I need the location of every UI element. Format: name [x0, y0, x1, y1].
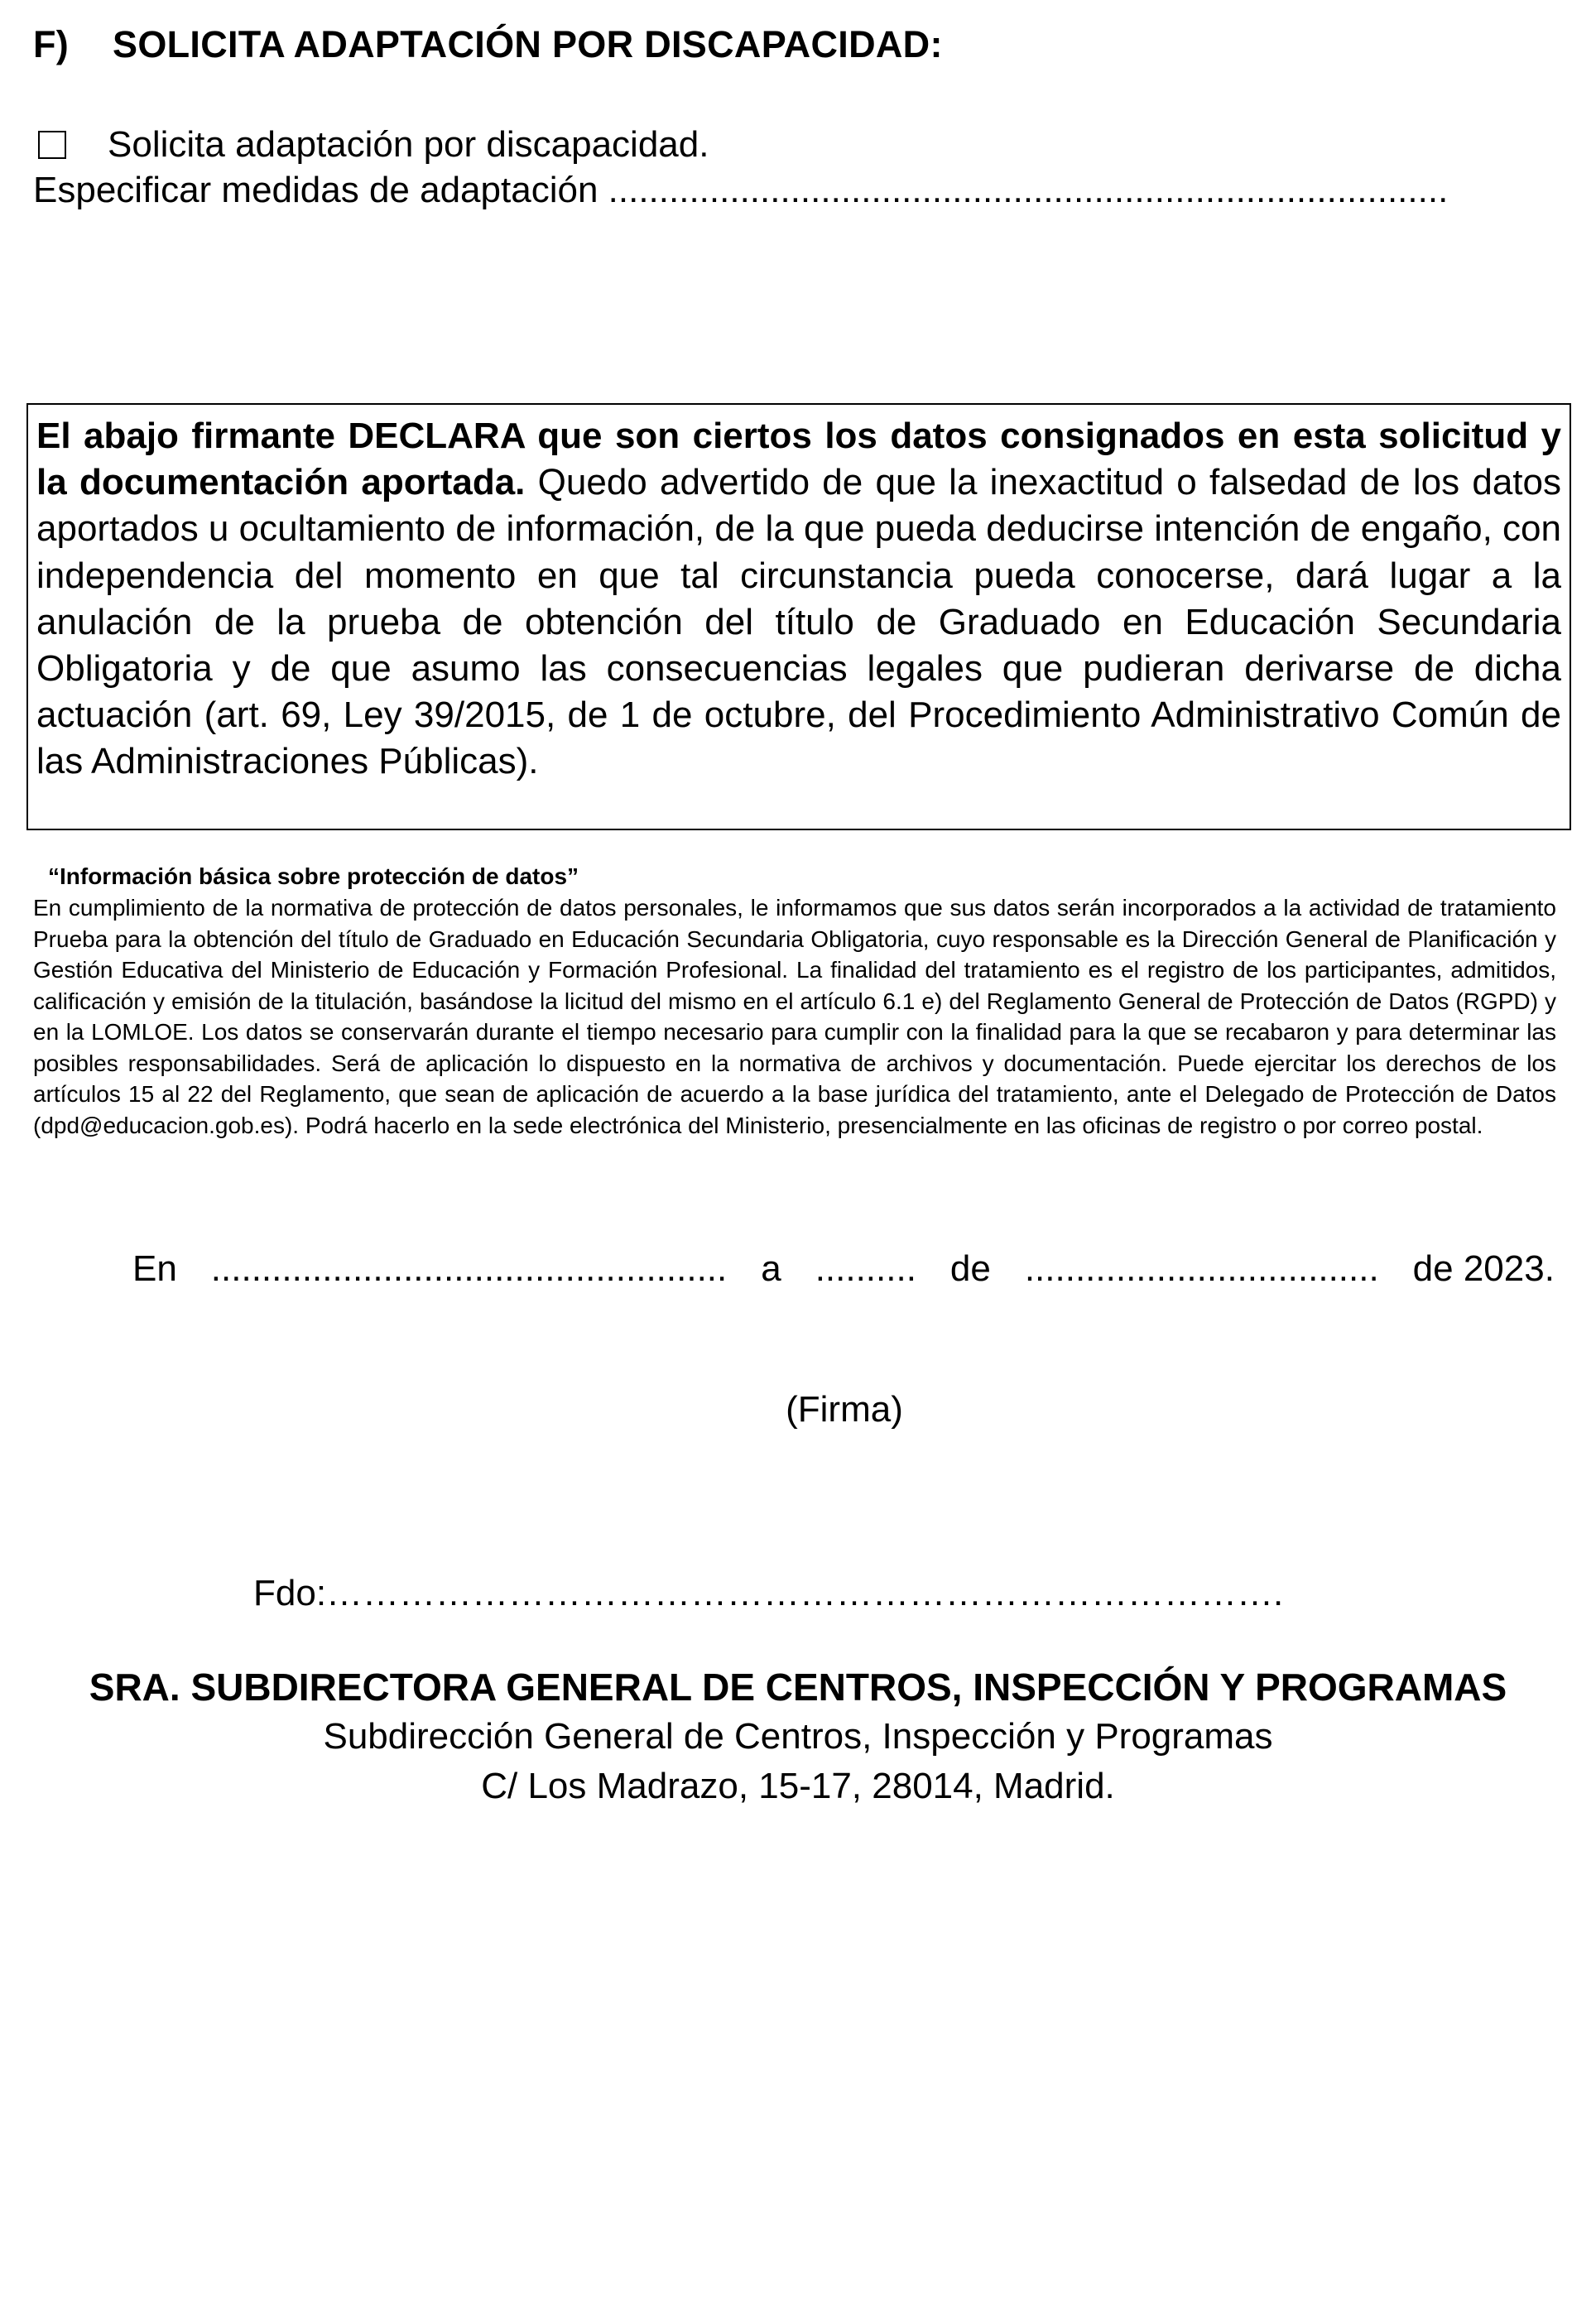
month-field[interactable]: ...................................: [1024, 1248, 1379, 1289]
addressee-title: SRA. SUBDIRECTORA GENERAL DE CENTROS, INSPECCIÓN Y PROGRAMAS: [89, 1666, 1507, 1709]
section-title: SOLICITA ADAPTACIÓN POR DISCAPACIDAD:: [113, 23, 943, 65]
adaptation-measures-label: Especificar medidas de adaptación: [33, 170, 598, 210]
date-en-label: En: [132, 1248, 177, 1289]
section-letter: F): [33, 23, 70, 65]
place-field[interactable]: ...................................................: [210, 1248, 728, 1289]
addressee-department: Subdirección General de Centros, Inspección y Programas: [323, 1716, 1273, 1757]
year-label: de 2023.: [1412, 1248, 1555, 1289]
signed-by-field[interactable]: Fdo:…………………………………………………………………….: [253, 1573, 1284, 1613]
date-a-label: a: [761, 1248, 781, 1289]
addressee-address: C/ Los Madrazo, 15-17, 28014, Madrid.: [481, 1766, 1115, 1806]
disability-checkbox[interactable]: [38, 131, 66, 159]
disability-adaptation-option[interactable]: [33, 124, 709, 166]
privacy-title: “Información básica sobre protección de datos”: [48, 863, 579, 889]
section-f-heading: [33, 23, 943, 66]
date-de-label: de: [949, 1248, 991, 1289]
addressee-block: [0, 1662, 1596, 1811]
declaration-bold-text: El abajo firmante DECLARA que son ciertos los datos consignados en esta solicitud y la documentación aportada.: [36, 416, 1561, 503]
privacy-body: En cumplimiento de la normativa de protección de datos personales, le informamos que sus datos serán incorporados a la actividad de tratamiento Prueba para la obtención del título de Graduado en Educación Secundaria Obligatoria, cuyo responsable es la Dirección General de Planificación y Gestión Educativa del Ministerio de Educación y Formación Profesional. La finalidad del tratamiento es el registro de los participantes, admitidos, calificación y emisión de la titulación, basándose la licitud del mismo en el artículo 6.1 e) del Reglamento General de Protección de Datos (RGPD) y en la LOMLOE. Los datos se conservarán durante el tiempo necesario para cumplir con la finalidad para la que se recabaron y para determinar las posibles responsabilidades. Será de aplicación lo dispuesto en la normativa de archivos y documentación. Puede ejercitar los derechos de los artículos 15 al 22 del Reglamento, que sean de aplicación de acuerdo a la base jurídica del tratamiento, ante el Delegado de Protección de Datos (dpd@educacion.gob.es). Podrá hacerlo en la sede electrónica del Ministerio, presencialmente en las oficinas de registro o por correo postal.: [33, 895, 1556, 1138]
adaptation-measures-field[interactable]: [33, 170, 1448, 211]
declaration-regular-text: Quedo advertido de que la inexactitud o falsedad de los datos aportados u ocultamiento de información, de la que pueda deducirse intención de engaño, con independencia del momento en que tal circunstancia pueda conocerse, dará lugar a la anulación de la prueba de obtención del título de Graduado en Educación Secundaria Obligatoria y de que asumo las consecuencias legales que pudieran derivarse de dicha actuación (art. 69, Ley 39/2015, de 1 de octubre, del Procedimiento Administrativo Común de las Administraciones Públicas).: [36, 462, 1561, 782]
date-line: [132, 1248, 1555, 1290]
declaration-box: [26, 403, 1571, 830]
disability-checkbox-label: Solicita adaptación por discapacidad.: [108, 124, 709, 165]
signature-label: (Firma): [786, 1389, 903, 1430]
adaptation-measures-dots[interactable]: ...................................................................................: [608, 170, 1449, 210]
day-field[interactable]: ..........: [815, 1248, 916, 1289]
